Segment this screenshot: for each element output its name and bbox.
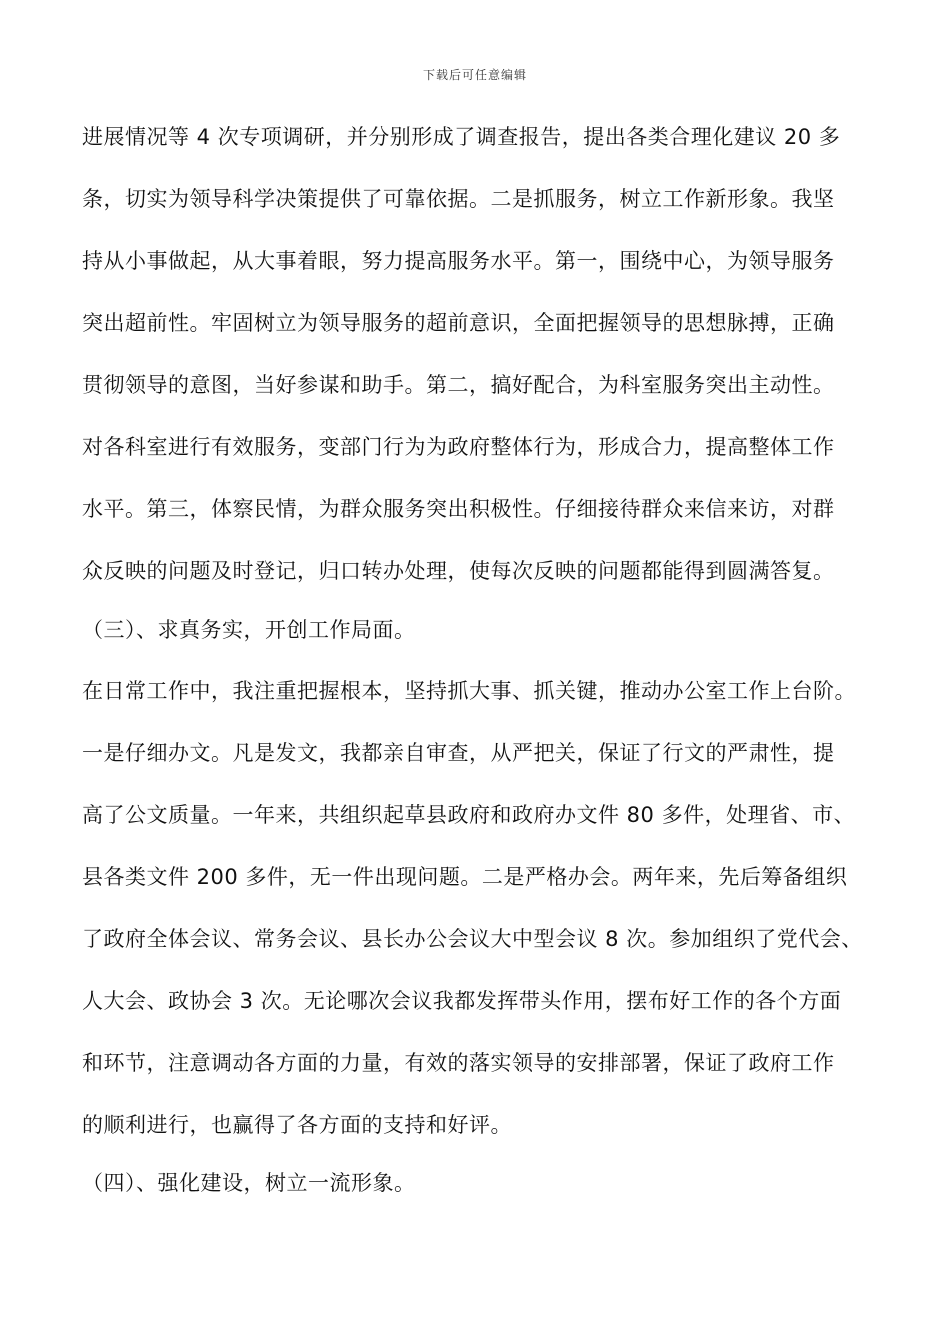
body-line: 了政府全体会议、常务会议、县长办公会议大中型会议 8 次。参加组织了党代会、 — [82, 927, 863, 951]
body-line: 的顺利进行，也赢得了各方面的支持和好评。 — [82, 1113, 512, 1137]
body-line: 条，切实为领导科学决策提供了可靠依据。二是抓服务，树立工作新形象。我坚 — [82, 187, 835, 211]
body-line: 贯彻领导的意图，当好参谋和助手。第二，搞好配合，为科室服务突出主动性。 — [82, 373, 835, 397]
section-heading-3: （三）、求真务实，开创工作局面。 — [82, 618, 416, 642]
body-line: 持从小事做起，从大事着眼，努力提高服务水平。第一，围绕中心，为领导服务 — [82, 249, 835, 273]
body-line: 突出超前性。牢固树立为领导服务的超前意识，全面把握领导的思想脉搏，正确 — [82, 311, 835, 335]
body-line: 高了公文质量。一年来，共组织起草县政府和政府办文件 80 多件，处理省、市、 — [82, 803, 856, 827]
body-line: 人大会、政协会 3 次。无论哪次会议我都发挥带头作用，摆布好工作的各个方面 — [82, 989, 842, 1013]
body-line: 一是仔细办文。凡是发文，我都亲自审查，从严把关，保证了行文的严肃性，提 — [82, 741, 835, 765]
body-line: 进展情况等 4 次专项调研，并分别形成了调查报告，提出各类合理化建议 20 多 — [82, 125, 841, 149]
body-line: 众反映的问题及时登记，归口转办处理，使每次反映的问题都能得到圆满答复。 — [82, 559, 835, 583]
section-heading-4: （四）、强化建设，树立一流形象。 — [82, 1171, 416, 1195]
body-line: 和环节，注意调动各方面的力量，有效的落实领导的安排部署，保证了政府工作 — [82, 1051, 835, 1075]
body-line: 县各类文件 200 多件，无一件出现问题。二是严格办会。两年来，先后筹备组织 — [82, 865, 848, 889]
body-line: 对各科室进行有效服务，变部门行为为政府整体行为，形成合力，提高整体工作 — [82, 435, 835, 459]
body-line: 水平。第三，体察民情，为群众服务突出积极性。仔细接待群众来信来访，对群 — [82, 497, 835, 521]
body-line: 在日常工作中，我注重把握根本，坚持抓大事、抓关键，推动办公室工作上台阶。 — [82, 679, 856, 703]
page-header: 下载后可任意编辑 — [422, 68, 527, 82]
